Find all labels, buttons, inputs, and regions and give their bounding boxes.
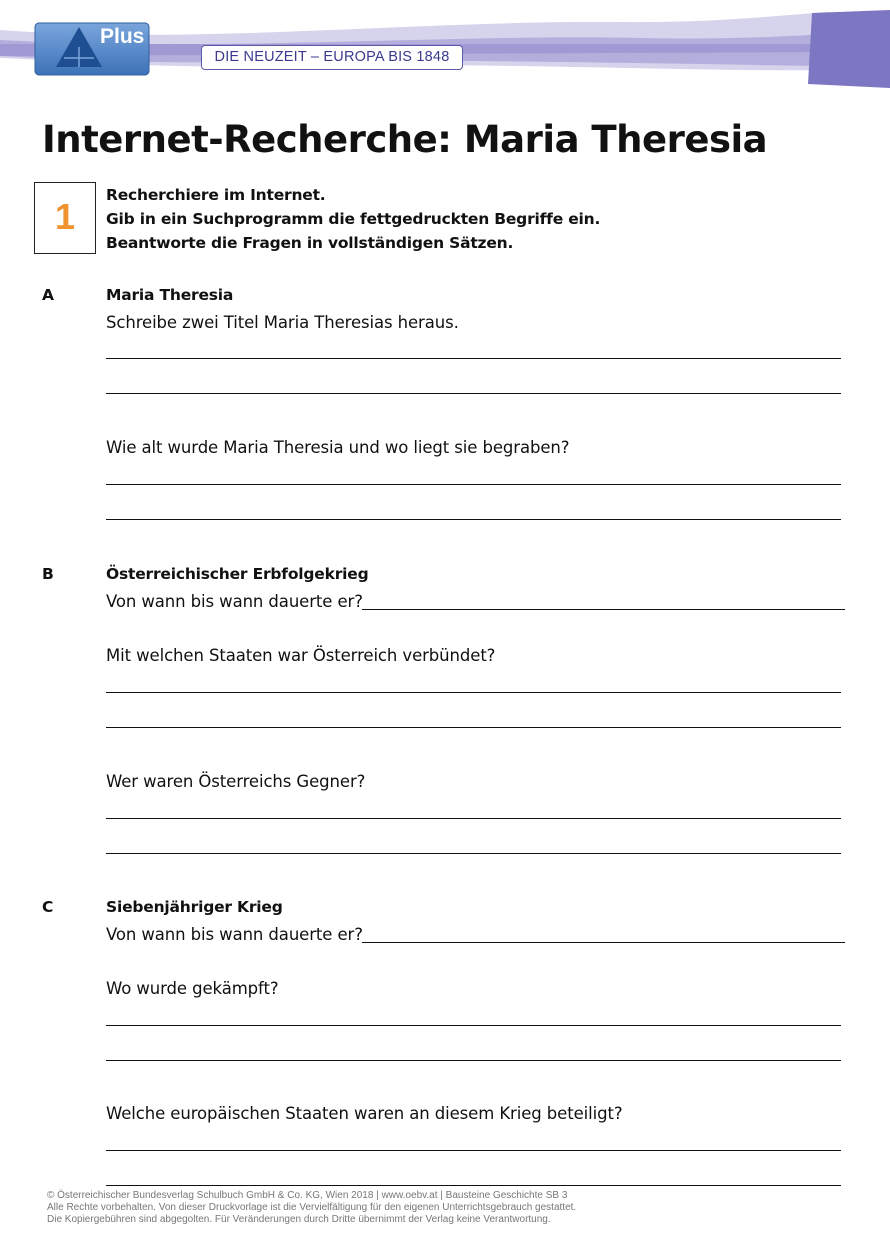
question-opponents: Wer waren Österreichs Gegner?	[106, 772, 366, 791]
instruction-line: Recherchiere im Internet.	[106, 186, 326, 204]
answer-line[interactable]	[106, 818, 841, 819]
task-number-box: 1	[34, 182, 96, 254]
instruction-line: Beantworte die Fragen in vollständigen Sätzen.	[106, 234, 514, 252]
answer-line[interactable]	[106, 1185, 841, 1186]
footer-fees: Die Kopiergebühren sind abgegolten. Für Veränderungen durch Dritte übernimmt der Verlag keine Verantwortung.	[47, 1214, 551, 1225]
logo-text: Plus	[100, 25, 145, 48]
series-label: DIE NEUZEIT – EUROPA BIS 1848	[201, 45, 463, 70]
question-titles: Schreibe zwei Titel Maria Theresias heraus.	[106, 313, 459, 332]
question-duration: Von wann bis wann dauerte er?	[106, 925, 363, 944]
answer-line[interactable]	[106, 519, 841, 520]
answer-line[interactable]	[106, 358, 841, 359]
answer-line[interactable]	[106, 484, 841, 485]
section-a-title: Maria Theresia	[106, 286, 234, 304]
answer-line-inline[interactable]	[362, 942, 845, 943]
page-title: Internet-Recherche: Maria Theresia	[42, 118, 768, 161]
publisher-link[interactable]: www.oebv.at	[381, 1190, 438, 1201]
answer-line[interactable]	[106, 692, 841, 693]
answer-line[interactable]	[106, 393, 841, 394]
question-battlefields: Wo wurde gekämpft?	[106, 979, 279, 998]
footer-rights: Alle Rechte vorbehalten. Von dieser Druckvorlage ist die Vervielfältigung für den eigenen Unterrichtsgebrauch gestattet.	[47, 1202, 577, 1213]
footer-copyright: © Österreichischer Bundesverlag Schulbuch GmbH & Co. KG, Wien 2018 | www.oebv.at | Bausteine Geschichte SB 3	[47, 1190, 568, 1201]
question-participants: Welche europäischen Staaten waren an diesem Krieg beteiligt?	[106, 1104, 623, 1123]
section-b-letter: B	[42, 565, 54, 583]
section-c-title: Siebenjähriger Krieg	[106, 898, 283, 916]
answer-line-inline[interactable]	[362, 609, 845, 610]
section-a-letter: A	[42, 286, 54, 304]
instruction-line: Gib in ein Suchprogramm die fettgedruckten Begriffe ein.	[106, 210, 601, 228]
section-c-letter: C	[42, 898, 54, 916]
answer-line[interactable]	[106, 1150, 841, 1151]
answer-line[interactable]	[106, 1060, 841, 1061]
answer-line[interactable]	[106, 727, 841, 728]
question-duration: Von wann bis wann dauerte er?	[106, 592, 363, 611]
answer-line[interactable]	[106, 853, 841, 854]
section-b-title: Österreichischer Erbfolgekrieg	[106, 565, 369, 583]
question-allies: Mit welchen Staaten war Österreich verbündet?	[106, 646, 496, 665]
answer-line[interactable]	[106, 1025, 841, 1026]
question-age-grave: Wie alt wurde Maria Theresia und wo liegt sie begraben?	[106, 438, 570, 457]
